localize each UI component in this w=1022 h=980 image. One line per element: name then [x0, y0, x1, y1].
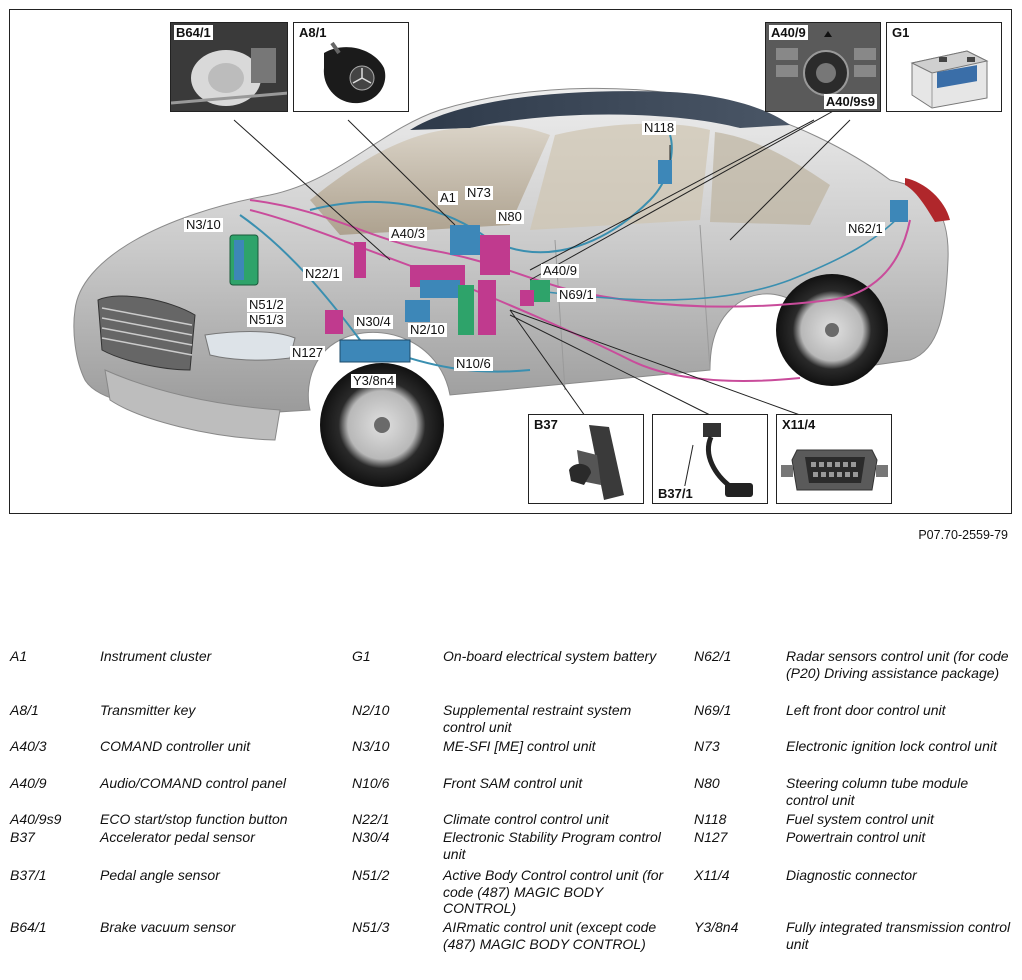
legend-code: N73 [694, 738, 720, 754]
legend-description: Transmitter key [100, 702, 196, 718]
inset-label-b64-1: B64/1 [176, 25, 211, 40]
inset-a8-1 [293, 22, 409, 112]
inset-b37-1 [652, 414, 768, 504]
inset-b37 [528, 414, 644, 504]
legend-code: N22/1 [352, 811, 390, 827]
legend-code: B37/1 [10, 867, 47, 883]
callout-n73: N73 [467, 185, 491, 200]
legend-description: Audio/COMAND control panel [100, 775, 286, 791]
legend-description: Fuel system control unit [786, 811, 934, 827]
legend-code: N30/4 [352, 829, 390, 845]
callout-n30-4: N30/4 [356, 314, 391, 329]
callout-a40-9: A40/9 [543, 263, 577, 278]
callout-n80: N80 [498, 209, 522, 224]
figure-code: P07.70-2559-79 [918, 528, 1008, 542]
legend-description: Pedal angle sensor [100, 867, 220, 883]
inset-label-a40-9: A40/9 [771, 25, 806, 40]
legend-description: Fully integrated transmission control unit [786, 919, 1011, 952]
callout-n127: N127 [292, 345, 324, 360]
inset-b64-1 [170, 22, 288, 112]
legend-description: On-board electrical system battery [443, 648, 657, 664]
legend-description: COMAND controller unit [100, 738, 251, 754]
legend-description: Accelerator pedal sensor [100, 829, 255, 845]
legend-description: Active Body Control control unit (for code (487) MAGIC BODY CONTROL) [443, 867, 664, 916]
legend-description: Left front door control unit [786, 702, 946, 718]
inset-x11-4 [776, 414, 892, 504]
callout-n118: N118 [644, 120, 675, 135]
inset-label-a40-9s9: A40/9s9 [825, 94, 875, 109]
legend-code: X11/4 [694, 867, 730, 883]
legend-description: Powertrain control unit [786, 829, 926, 845]
inset-label-x11-4: X11/4 [782, 417, 816, 432]
legend-description: Instrument cluster [100, 648, 212, 664]
inset-g1 [886, 22, 1002, 112]
legend-code: N10/6 [352, 775, 390, 791]
legend-description: AIRmatic control unit (except code (487) MAGIC BODY CONTROL) [443, 919, 657, 952]
legend-code: N127 [694, 829, 728, 845]
legend-code: A40/9s9 [10, 811, 62, 827]
legend-description: ME-SFI [ME] control unit [443, 738, 596, 754]
legend-code: N2/10 [352, 702, 390, 718]
inset-label-b37-1: B37/1 [658, 486, 693, 501]
callout-a40-3: A40/3 [391, 226, 425, 241]
callout-n51-3: N51/3 [249, 312, 284, 327]
callout-y3-8n4: Y3/8n4 [353, 373, 395, 388]
inset-label-b37: B37 [534, 417, 558, 432]
legend-description: Supplemental restraint system control unit [443, 702, 632, 735]
callout-n69-1: N69/1 [559, 287, 594, 302]
callout-n3-10: N3/10 [186, 217, 221, 232]
legend-code: B64/1 [10, 919, 47, 935]
legend-code: A40/9 [10, 775, 47, 791]
callout-n51-2: N51/2 [249, 297, 284, 312]
legend-description: Climate control control unit [443, 811, 609, 827]
legend-code: A40/3 [10, 738, 47, 754]
legend-code: N51/3 [352, 919, 390, 935]
legend-description: Diagnostic connector [786, 867, 917, 883]
legend-description: Radar sensors control unit (for code (P20) Driving assistance package) [786, 648, 1009, 681]
callout-n2-10: N2/10 [410, 322, 445, 337]
inset-label-a8-1: A8/1 [299, 25, 327, 40]
legend-code: N80 [694, 775, 720, 791]
legend-description: Steering column tube module control unit [786, 775, 969, 808]
legend-code: B37 [10, 829, 35, 845]
legend-code: N3/10 [352, 738, 390, 754]
vehicle-diagram [9, 9, 1012, 514]
legend-code: N118 [694, 811, 727, 827]
callout-n22-1: N22/1 [305, 266, 340, 281]
legend-code: N51/2 [352, 867, 390, 883]
legend-description: Brake vacuum sensor [100, 919, 236, 935]
legend-description: Front SAM control unit [443, 775, 583, 791]
legend-code: A1 [10, 648, 28, 664]
legend-code: Y3/8n4 [694, 919, 739, 935]
legend-code: G1 [352, 648, 371, 664]
inset-a40-9 [765, 22, 881, 112]
legend-code: A8/1 [10, 702, 39, 718]
legend-code: N69/1 [694, 702, 732, 718]
callout-n10-6: N10/6 [456, 356, 491, 371]
legend-description: Electronic Stability Program control unit [443, 829, 661, 862]
callout-a1: A1 [440, 190, 456, 205]
legend-description: ECO start/stop function button [100, 811, 288, 827]
inset-label-g1: G1 [892, 25, 910, 40]
legend-description: Electronic ignition lock control unit [786, 738, 997, 754]
callout-n62-1: N62/1 [848, 221, 883, 236]
legend-code: N62/1 [694, 648, 732, 664]
